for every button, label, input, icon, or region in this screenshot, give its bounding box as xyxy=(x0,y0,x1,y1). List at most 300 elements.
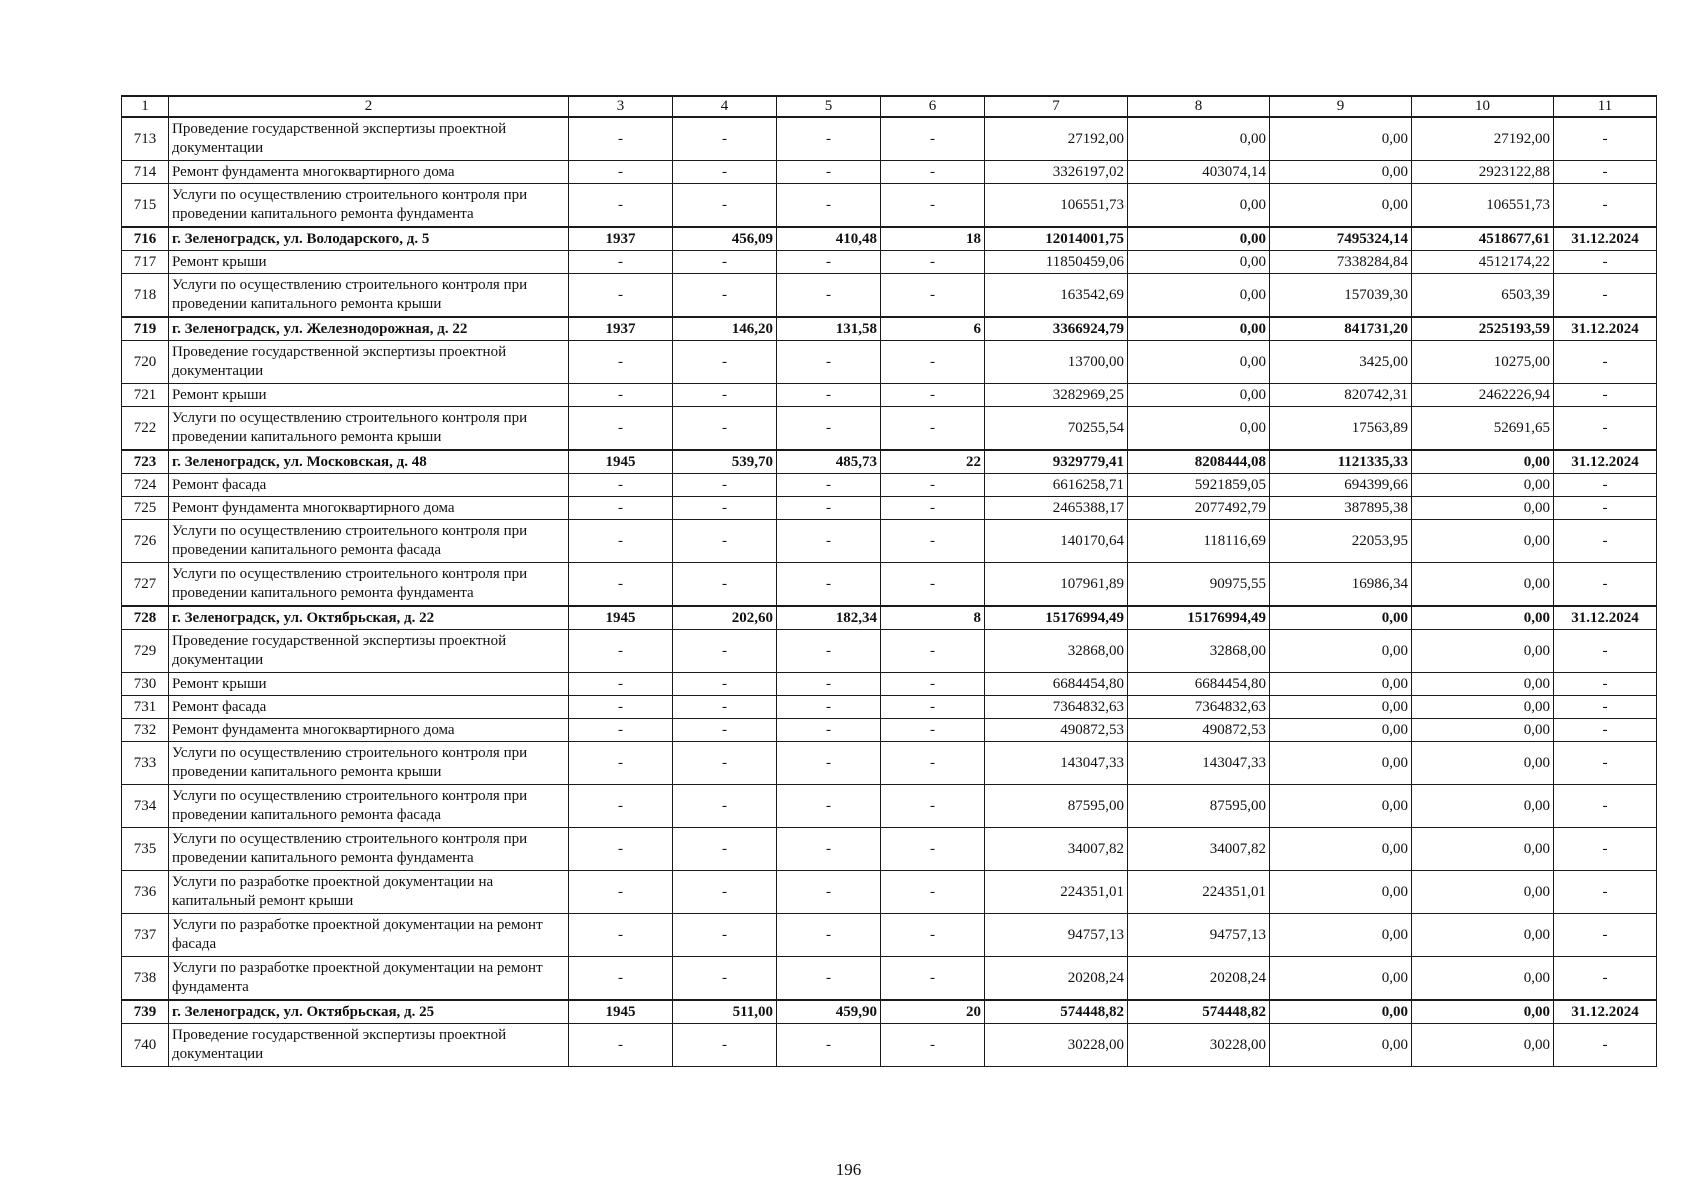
dash-cell: - xyxy=(777,117,881,161)
dash-cell: - xyxy=(1554,673,1657,696)
dash-cell: - xyxy=(1554,184,1657,228)
amount-cell: 0,00 xyxy=(1270,1000,1412,1024)
row-number: 722 xyxy=(122,407,169,451)
value-cell: 22 xyxy=(881,450,985,474)
amount-cell: 0,00 xyxy=(1412,914,1554,957)
dash-cell: - xyxy=(881,161,985,184)
dash-cell: - xyxy=(569,673,673,696)
amount-cell: 0,00 xyxy=(1412,785,1554,828)
dash-cell: - xyxy=(1554,785,1657,828)
row-number: 723 xyxy=(122,450,169,474)
work-description: Проведение государственной экспертизы проектной документации xyxy=(169,1024,569,1067)
work-row xyxy=(122,497,1657,520)
dash-cell: - xyxy=(1554,871,1657,914)
dash-cell: - xyxy=(673,161,777,184)
amount-cell: 0,00 xyxy=(1270,871,1412,914)
dash-cell: - xyxy=(777,274,881,318)
work-row xyxy=(122,785,1657,828)
amount-cell: 20208,24 xyxy=(985,957,1128,1001)
dash-cell: - xyxy=(777,251,881,274)
dash-cell: - xyxy=(569,719,673,742)
dash-cell: - xyxy=(881,341,985,384)
dash-cell: - xyxy=(777,407,881,451)
amount-cell: 0,00 xyxy=(1270,1024,1412,1067)
dash-cell: - xyxy=(1554,407,1657,451)
value-cell: 18 xyxy=(881,227,985,251)
amount-cell: 22053,95 xyxy=(1270,520,1412,563)
amount-cell: 4512174,22 xyxy=(1412,251,1554,274)
value-cell: 131,58 xyxy=(777,317,881,341)
work-description: Проведение государственной экспертизы проектной документации xyxy=(169,630,569,673)
row-number: 733 xyxy=(122,742,169,785)
amount-cell: 0,00 xyxy=(1412,957,1554,1001)
dash-cell: - xyxy=(569,341,673,384)
column-header-7: 7 xyxy=(985,96,1128,117)
amount-cell: 2525193,59 xyxy=(1412,317,1554,341)
row-number: 739 xyxy=(122,1000,169,1024)
work-description: Услуги по разработке проектной документации на капитальный ремонт крыши xyxy=(169,871,569,914)
work-row xyxy=(122,520,1657,563)
column-header-6: 6 xyxy=(881,96,985,117)
dash-cell: - xyxy=(1554,828,1657,871)
dash-cell: - xyxy=(881,719,985,742)
amount-cell: 3282969,25 xyxy=(985,384,1128,407)
amount-cell: 15176994,49 xyxy=(1128,606,1270,630)
dash-cell: - xyxy=(1554,384,1657,407)
dash-cell: - xyxy=(1554,520,1657,563)
value-cell: 410,48 xyxy=(777,227,881,251)
column-header-2: 2 xyxy=(169,96,569,117)
value-cell: 6 xyxy=(881,317,985,341)
year-cell: 1945 xyxy=(569,1000,673,1024)
dash-cell: - xyxy=(1554,630,1657,673)
amount-cell: 30228,00 xyxy=(985,1024,1128,1067)
work-row xyxy=(122,673,1657,696)
dash-cell: - xyxy=(1554,274,1657,318)
row-number: 720 xyxy=(122,341,169,384)
row-number: 725 xyxy=(122,497,169,520)
table-body xyxy=(122,117,1657,1067)
dash-cell: - xyxy=(569,407,673,451)
dash-cell: - xyxy=(777,957,881,1001)
amount-cell: 27192,00 xyxy=(1412,117,1554,161)
amount-cell: 52691,65 xyxy=(1412,407,1554,451)
dash-cell: - xyxy=(881,274,985,318)
amount-cell: 20208,24 xyxy=(1128,957,1270,1001)
amount-cell: 0,00 xyxy=(1412,497,1554,520)
amount-cell: 17563,89 xyxy=(1270,407,1412,451)
dash-cell: - xyxy=(777,161,881,184)
dash-cell: - xyxy=(1554,474,1657,497)
work-row xyxy=(122,696,1657,719)
amount-cell: 841731,20 xyxy=(1270,317,1412,341)
dash-cell: - xyxy=(569,474,673,497)
work-description: Услуги по осуществлению строительного контроля при проведении капитального ремонта фасада xyxy=(169,785,569,828)
dash-cell: - xyxy=(673,914,777,957)
amount-cell: 0,00 xyxy=(1412,1024,1554,1067)
amount-cell: 9329779,41 xyxy=(985,450,1128,474)
amount-cell: 0,00 xyxy=(1412,696,1554,719)
amount-cell: 0,00 xyxy=(1128,341,1270,384)
amount-cell: 0,00 xyxy=(1270,914,1412,957)
amount-cell: 10275,00 xyxy=(1412,341,1554,384)
completion-date: 31.12.2024 xyxy=(1554,227,1657,251)
dash-cell: - xyxy=(881,696,985,719)
dash-cell: - xyxy=(777,184,881,228)
amount-cell: 0,00 xyxy=(1412,719,1554,742)
dash-cell: - xyxy=(673,563,777,607)
dash-cell: - xyxy=(881,520,985,563)
work-row xyxy=(122,161,1657,184)
dash-cell: - xyxy=(673,719,777,742)
column-header-5: 5 xyxy=(777,96,881,117)
dash-cell: - xyxy=(1554,742,1657,785)
dash-cell: - xyxy=(569,520,673,563)
amount-cell: 5921859,05 xyxy=(1128,474,1270,497)
dash-cell: - xyxy=(881,407,985,451)
dash-cell: - xyxy=(881,184,985,228)
dash-cell: - xyxy=(777,497,881,520)
amount-cell: 224351,01 xyxy=(985,871,1128,914)
dash-cell: - xyxy=(673,696,777,719)
amount-cell: 4518677,61 xyxy=(1412,227,1554,251)
row-number: 718 xyxy=(122,274,169,318)
dash-cell: - xyxy=(569,184,673,228)
dash-cell: - xyxy=(777,520,881,563)
amount-cell: 490872,53 xyxy=(985,719,1128,742)
amount-cell: 0,00 xyxy=(1412,630,1554,673)
row-number: 726 xyxy=(122,520,169,563)
dash-cell: - xyxy=(569,742,673,785)
work-row xyxy=(122,251,1657,274)
dash-cell: - xyxy=(1554,957,1657,1001)
dash-cell: - xyxy=(569,914,673,957)
dash-cell: - xyxy=(569,1024,673,1067)
dash-cell: - xyxy=(673,497,777,520)
address-cell: г. Зеленоградск, ул. Октябрьская, д. 22 xyxy=(169,606,569,630)
work-description: Услуги по осуществлению строительного контроля при проведении капитального ремонта фундамента xyxy=(169,828,569,871)
amount-cell: 0,00 xyxy=(1128,251,1270,274)
amount-cell: 0,00 xyxy=(1270,117,1412,161)
completion-date: 31.12.2024 xyxy=(1554,317,1657,341)
work-description: Ремонт фундамента многоквартирного дома xyxy=(169,719,569,742)
completion-date: 31.12.2024 xyxy=(1554,450,1657,474)
dash-cell: - xyxy=(673,785,777,828)
work-row xyxy=(122,184,1657,228)
dash-cell: - xyxy=(881,474,985,497)
amount-cell: 32868,00 xyxy=(1128,630,1270,673)
amount-cell: 34007,82 xyxy=(985,828,1128,871)
amount-cell: 2465388,17 xyxy=(985,497,1128,520)
work-description: Ремонт фасада xyxy=(169,474,569,497)
amount-cell: 8208444,08 xyxy=(1128,450,1270,474)
dash-cell: - xyxy=(1554,251,1657,274)
dash-cell: - xyxy=(569,828,673,871)
dash-cell: - xyxy=(777,785,881,828)
work-row xyxy=(122,341,1657,384)
row-number: 740 xyxy=(122,1024,169,1067)
work-row xyxy=(122,742,1657,785)
amount-cell: 490872,53 xyxy=(1128,719,1270,742)
value-cell: 459,90 xyxy=(777,1000,881,1024)
amount-cell: 0,00 xyxy=(1270,184,1412,228)
row-number: 738 xyxy=(122,957,169,1001)
amount-cell: 15176994,49 xyxy=(985,606,1128,630)
dash-cell: - xyxy=(673,673,777,696)
amount-cell: 0,00 xyxy=(1412,742,1554,785)
amount-cell: 94757,13 xyxy=(985,914,1128,957)
dash-cell: - xyxy=(673,341,777,384)
amount-cell: 140170,64 xyxy=(985,520,1128,563)
dash-cell: - xyxy=(673,474,777,497)
amount-cell: 224351,01 xyxy=(1128,871,1270,914)
row-number: 728 xyxy=(122,606,169,630)
dash-cell: - xyxy=(1554,1024,1657,1067)
amount-cell: 0,00 xyxy=(1412,871,1554,914)
column-header-9: 9 xyxy=(1270,96,1412,117)
work-row xyxy=(122,117,1657,161)
column-header-11: 11 xyxy=(1554,96,1657,117)
row-number: 737 xyxy=(122,914,169,957)
dash-cell: - xyxy=(673,384,777,407)
dash-cell: - xyxy=(1554,161,1657,184)
amount-cell: 27192,00 xyxy=(985,117,1128,161)
amount-cell: 1121335,33 xyxy=(1270,450,1412,474)
dash-cell: - xyxy=(673,742,777,785)
dash-cell: - xyxy=(1554,563,1657,607)
amount-cell: 0,00 xyxy=(1270,606,1412,630)
amount-cell: 0,00 xyxy=(1128,407,1270,451)
amount-cell: 3366924,79 xyxy=(985,317,1128,341)
amount-cell: 34007,82 xyxy=(1128,828,1270,871)
value-cell: 456,09 xyxy=(673,227,777,251)
dash-cell: - xyxy=(881,828,985,871)
amount-cell: 0,00 xyxy=(1412,520,1554,563)
year-cell: 1945 xyxy=(569,606,673,630)
amount-cell: 0,00 xyxy=(1270,957,1412,1001)
row-number: 719 xyxy=(122,317,169,341)
amount-cell: 0,00 xyxy=(1412,828,1554,871)
amount-cell: 0,00 xyxy=(1270,630,1412,673)
work-row xyxy=(122,407,1657,451)
address-cell: г. Зеленоградск, ул. Октябрьская, д. 25 xyxy=(169,1000,569,1024)
completion-date: 31.12.2024 xyxy=(1554,1000,1657,1024)
dash-cell: - xyxy=(777,341,881,384)
amount-cell: 7364832,63 xyxy=(985,696,1128,719)
amount-cell: 6684454,80 xyxy=(1128,673,1270,696)
work-row xyxy=(122,474,1657,497)
amount-cell: 6503,39 xyxy=(1412,274,1554,318)
dash-cell: - xyxy=(777,914,881,957)
dash-cell: - xyxy=(1554,117,1657,161)
work-description: Ремонт крыши xyxy=(169,384,569,407)
amount-cell: 0,00 xyxy=(1412,563,1554,607)
dash-cell: - xyxy=(1554,696,1657,719)
amount-cell: 87595,00 xyxy=(1128,785,1270,828)
amount-cell: 12014001,75 xyxy=(985,227,1128,251)
work-row xyxy=(122,563,1657,607)
dash-cell: - xyxy=(777,828,881,871)
dash-cell: - xyxy=(881,117,985,161)
page-number: 196 xyxy=(835,1160,862,1179)
dash-cell: - xyxy=(673,871,777,914)
dash-cell: - xyxy=(569,785,673,828)
dash-cell: - xyxy=(569,251,673,274)
address-row xyxy=(122,317,1657,341)
dash-cell: - xyxy=(569,871,673,914)
dash-cell: - xyxy=(1554,341,1657,384)
dash-cell: - xyxy=(569,957,673,1001)
amount-cell: 7495324,14 xyxy=(1270,227,1412,251)
row-number: 715 xyxy=(122,184,169,228)
amount-cell: 574448,82 xyxy=(1128,1000,1270,1024)
dash-cell: - xyxy=(777,871,881,914)
year-cell: 1945 xyxy=(569,450,673,474)
completion-date: 31.12.2024 xyxy=(1554,606,1657,630)
dash-cell: - xyxy=(881,1024,985,1067)
amount-cell: 0,00 xyxy=(1128,117,1270,161)
amount-cell: 2923122,88 xyxy=(1412,161,1554,184)
dash-cell: - xyxy=(673,828,777,871)
amount-cell: 387895,38 xyxy=(1270,497,1412,520)
dash-cell: - xyxy=(569,274,673,318)
dash-cell: - xyxy=(1554,914,1657,957)
dash-cell: - xyxy=(673,630,777,673)
dash-cell: - xyxy=(881,497,985,520)
dash-cell: - xyxy=(881,742,985,785)
amount-cell: 143047,33 xyxy=(1128,742,1270,785)
dash-cell: - xyxy=(881,871,985,914)
amount-cell: 32868,00 xyxy=(985,630,1128,673)
address-row xyxy=(122,606,1657,630)
row-number: 727 xyxy=(122,563,169,607)
work-description: Проведение государственной экспертизы проектной документации xyxy=(169,341,569,384)
work-description: Ремонт крыши xyxy=(169,251,569,274)
dash-cell: - xyxy=(673,117,777,161)
value-cell: 485,73 xyxy=(777,450,881,474)
amount-cell: 0,00 xyxy=(1128,317,1270,341)
dash-cell: - xyxy=(1554,497,1657,520)
amount-cell: 107961,89 xyxy=(985,563,1128,607)
value-cell: 539,70 xyxy=(673,450,777,474)
work-row xyxy=(122,828,1657,871)
value-cell: 8 xyxy=(881,606,985,630)
dash-cell: - xyxy=(777,630,881,673)
amount-cell: 90975,55 xyxy=(1128,563,1270,607)
year-cell: 1937 xyxy=(569,227,673,251)
work-row xyxy=(122,274,1657,318)
amount-cell: 87595,00 xyxy=(985,785,1128,828)
dash-cell: - xyxy=(673,274,777,318)
work-description: Ремонт фундамента многоквартирного дома xyxy=(169,497,569,520)
value-cell: 182,34 xyxy=(777,606,881,630)
work-description: Услуги по осуществлению строительного контроля при проведении капитального ремонта крыши xyxy=(169,742,569,785)
dash-cell: - xyxy=(569,497,673,520)
value-cell: 202,60 xyxy=(673,606,777,630)
column-header-8: 8 xyxy=(1128,96,1270,117)
dash-cell: - xyxy=(777,696,881,719)
dash-cell: - xyxy=(777,563,881,607)
amount-cell: 0,00 xyxy=(1270,696,1412,719)
row-number: 717 xyxy=(122,251,169,274)
amount-cell: 94757,13 xyxy=(1128,914,1270,957)
amount-cell: 3326197,02 xyxy=(985,161,1128,184)
dash-cell: - xyxy=(673,1024,777,1067)
row-number: 735 xyxy=(122,828,169,871)
amount-cell: 0,00 xyxy=(1128,227,1270,251)
amount-cell: 0,00 xyxy=(1270,719,1412,742)
work-row xyxy=(122,630,1657,673)
row-number: 730 xyxy=(122,673,169,696)
dash-cell: - xyxy=(777,384,881,407)
dash-cell: - xyxy=(881,384,985,407)
address-cell: г. Зеленоградск, ул. Московская, д. 48 xyxy=(169,450,569,474)
amount-cell: 0,00 xyxy=(1128,384,1270,407)
dash-cell: - xyxy=(881,251,985,274)
column-header-4: 4 xyxy=(673,96,777,117)
amount-cell: 403074,14 xyxy=(1128,161,1270,184)
dash-cell: - xyxy=(569,117,673,161)
value-cell: 146,20 xyxy=(673,317,777,341)
row-number: 731 xyxy=(122,696,169,719)
row-number: 734 xyxy=(122,785,169,828)
dash-cell: - xyxy=(777,673,881,696)
amount-cell: 163542,69 xyxy=(985,274,1128,318)
dash-cell: - xyxy=(569,563,673,607)
amount-cell: 0,00 xyxy=(1412,1000,1554,1024)
work-description: Услуги по разработке проектной документации на ремонт фасада xyxy=(169,914,569,957)
dash-cell: - xyxy=(777,474,881,497)
year-cell: 1937 xyxy=(569,317,673,341)
dash-cell: - xyxy=(673,520,777,563)
amount-cell: 820742,31 xyxy=(1270,384,1412,407)
row-number: 736 xyxy=(122,871,169,914)
dash-cell: - xyxy=(881,785,985,828)
amount-cell: 0,00 xyxy=(1270,161,1412,184)
amount-cell: 11850459,06 xyxy=(985,251,1128,274)
amount-cell: 7338284,84 xyxy=(1270,251,1412,274)
dash-cell: - xyxy=(881,673,985,696)
amount-cell: 0,00 xyxy=(1270,742,1412,785)
row-number: 721 xyxy=(122,384,169,407)
amount-cell: 6616258,71 xyxy=(985,474,1128,497)
dash-cell: - xyxy=(569,384,673,407)
amount-cell: 2077492,79 xyxy=(1128,497,1270,520)
dash-cell: - xyxy=(881,630,985,673)
amount-cell: 0,00 xyxy=(1270,828,1412,871)
dash-cell: - xyxy=(881,957,985,1001)
amount-cell: 6684454,80 xyxy=(985,673,1128,696)
address-row xyxy=(122,1000,1657,1024)
amount-cell: 143047,33 xyxy=(985,742,1128,785)
dash-cell: - xyxy=(777,719,881,742)
amount-cell: 0,00 xyxy=(1412,606,1554,630)
dash-cell: - xyxy=(1554,719,1657,742)
dash-cell: - xyxy=(673,957,777,1001)
amount-cell: 106551,73 xyxy=(985,184,1128,228)
work-description: Ремонт фасада xyxy=(169,696,569,719)
work-description: Ремонт фундамента многоквартирного дома xyxy=(169,161,569,184)
work-row xyxy=(122,957,1657,1001)
row-number: 714 xyxy=(122,161,169,184)
dash-cell: - xyxy=(673,251,777,274)
value-cell: 20 xyxy=(881,1000,985,1024)
work-description: Услуги по осуществлению строительного контроля при проведении капитального ремонта фундамента xyxy=(169,184,569,228)
amount-cell: 13700,00 xyxy=(985,341,1128,384)
amount-cell: 30228,00 xyxy=(1128,1024,1270,1067)
column-header-10: 10 xyxy=(1412,96,1554,117)
dash-cell: - xyxy=(777,742,881,785)
